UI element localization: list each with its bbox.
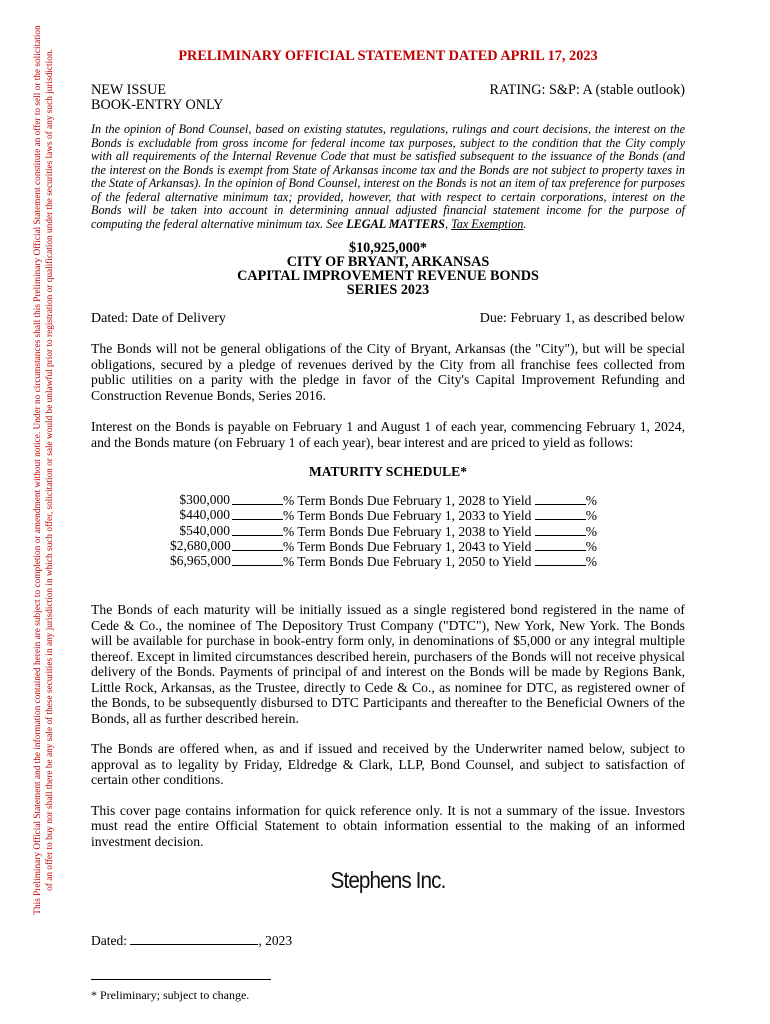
- opinion-separator: ,: [444, 216, 452, 231]
- yield-blank: [535, 553, 586, 566]
- opinion-end: .: [523, 216, 527, 231]
- due-label: Due: February 1, as described below: [479, 311, 685, 326]
- side-disclaimer-line2: of an offer to buy nor shall there be any sale of these securities in any jurisdiction in which such offer, solicitation or sale would be unlawful prior to registration or qualification under the securities laws of any such jurisdiction.: [45, 49, 55, 891]
- tax-exemption-ref: Tax Exemption: [451, 216, 524, 231]
- pct-sign: %: [585, 493, 598, 508]
- paragraph-cover-notice: This cover page contains information for quick reference only. It is not a summary of the issue. Investors must read the entire Official Statement to obtain information essential to the making of an informed investment decision.: [91, 802, 685, 849]
- rate-blank: [232, 492, 283, 505]
- schedule-desc: % Term Bonds Due February 1, 2033 to Yield: [283, 508, 532, 524]
- pct-sign: %: [585, 554, 598, 570]
- rate-blank: [232, 507, 283, 520]
- schedule-desc: % Term Bonds Due February 1, 2043 to Yield: [283, 538, 532, 554]
- issue-type: [91, 83, 223, 113]
- closing-year: , 2023: [258, 933, 293, 949]
- bond-title: [91, 241, 685, 297]
- schedule-amount: $440,000: [179, 507, 230, 523]
- paragraph-book-entry: The Bonds of each maturity will be initially issued as a single registered bond registered in the name of Cede & Co., the nominee of The Depository Trust Company ("DTC"), New York, New York. The Bonds will be available for purchase in book-entry form only, in denominations of $5,000 or any integral multiple thereof. Except in limited circumstances described herein, purchasers of the Bonds will not receive physical delivery of the Bonds. Payments of principal of and interest on the Bonds will be made by Regions Bank, Little Rock, Arkansas, as the Trustee, directly to Cede & Co., as nominee for DTC, as registered owner of the Bonds, to be subsequently disbursed to DTC Participants and thereafter to the Beneficial Owners of the Bonds, all as further described herein.: [91, 602, 685, 726]
- schedule-desc: % Term Bonds Due February 1, 2038 to Yield: [283, 523, 532, 539]
- date-blank: [130, 932, 258, 945]
- schedule-desc: % Term Bonds Due February 1, 2028 to Yield: [283, 493, 532, 508]
- schedule-row: [170, 492, 685, 507]
- issue-info: [91, 83, 685, 113]
- issuer-name: CITY OF BRYANT, ARKANSAS: [286, 254, 490, 270]
- schedule-amount: $540,000: [179, 522, 230, 538]
- schedule-amount: $6,965,000: [170, 553, 231, 569]
- new-issue-label: NEW ISSUE: [91, 82, 167, 98]
- schedule-row: [170, 507, 685, 522]
- yield-blank: [535, 507, 586, 520]
- pct-sign: %: [585, 523, 598, 539]
- side-disclaimer: [32, 0, 72, 970]
- footnote: * Preliminary; subject to change.: [91, 988, 250, 1003]
- opinion-text: In the opinion of Bond Counsel, based on existing statutes, regulations, rulings and court decisions, the interest on the Bonds is excludable from gross income for federal income tax purposes, subject to the condition that the City comply with all requirements of the Internal Revenue Code that must be satisfied subsequent to the issuance of the Bonds (and the interest on the Bonds is exempt from State of Arkansas income tax and the Bonds are not subject to property taxes in the State of Arkansas). In the opinion of Bond Counsel, interest on the Bonds is not an item of tax preference for purposes of the federal alternative minimum tax; provided, however, that with respect to certain corporations, interest on the Bonds will be taken into account in determining annual adjusted financial statement income for the purpose of computing the federal alternative minimum tax. See: [91, 122, 685, 231]
- dated-label: Dated: Date of Delivery: [91, 311, 226, 326]
- rate-blank: [232, 553, 283, 566]
- rate-blank: [232, 523, 283, 536]
- closing-date: [91, 932, 685, 949]
- schedule-row: [170, 523, 685, 538]
- schedule-amount: $2,680,000: [170, 537, 231, 553]
- closing-dated-label: Dated:: [91, 933, 131, 949]
- yield-blank: [535, 538, 586, 551]
- yield-blank: [535, 492, 586, 505]
- legal-matters-ref: LEGAL MATTERS: [346, 216, 445, 231]
- tax-opinion: [91, 123, 685, 231]
- underwriter-logo: Stephens Inc.: [330, 867, 446, 894]
- paragraph-offering: The Bonds are offered when, as and if issued and received by the Underwriter named below, subject to approval as to legality by Friday, Eldredge & Clark, LLP, Bond Counsel, and subject to satisfaction of certain other conditions.: [91, 741, 685, 788]
- maturity-schedule: [170, 492, 685, 568]
- schedule-desc: % Term Bonds Due February 1, 2050 to Yield: [283, 554, 532, 570]
- pct-sign: %: [585, 508, 598, 524]
- side-disclaimer-line1: This Preliminary Official Statement and the information contained herein are subject to completion or amendment without notice. Under no circumstances shall this Preliminary Official Statement constitute an offer to sell or the solicitation: [33, 25, 43, 915]
- bond-name: CAPITAL IMPROVEMENT REVENUE BONDS: [237, 268, 539, 284]
- rate-blank: [232, 538, 283, 551]
- bond-series: SERIES 2023: [346, 282, 430, 298]
- paragraph-interest: Interest on the Bonds is payable on February 1 and August 1 of each year, commencing February 1, 2024, and the Bonds mature (on February 1 of each year), bear interest and are priced to yield as follows:: [91, 419, 685, 450]
- schedule-amount: $300,000: [179, 492, 230, 507]
- bond-amount: $10,925,000*: [348, 240, 428, 256]
- preliminary-heading: PRELIMINARY OFFICIAL STATEMENT DATED APRIL 17, 2023: [178, 48, 598, 64]
- book-entry-label: BOOK-ENTRY ONLY: [91, 97, 224, 113]
- date-row: [91, 311, 685, 329]
- footnote-rule: [91, 979, 271, 980]
- document-body: [91, 48, 685, 1003]
- schedule-row: [170, 538, 685, 553]
- paragraph-obligations: The Bonds will not be general obligations of the City of Bryant, Arkansas (the "City"), but will be special obligations, secured by a pledge of revenues derived by the City from all franchise fees collected from public utilities on a parity with the pledge in favor of the City's Capital Improvement Refunding and Construction Revenue Bonds, Series 2016.: [91, 341, 685, 403]
- rating-label: RATING: S&P: A (stable outlook): [489, 82, 685, 98]
- schedule-row: [170, 553, 685, 568]
- maturity-schedule-title: MATURITY SCHEDULE*: [309, 464, 467, 479]
- pct-sign: %: [585, 538, 598, 554]
- yield-blank: [535, 523, 586, 536]
